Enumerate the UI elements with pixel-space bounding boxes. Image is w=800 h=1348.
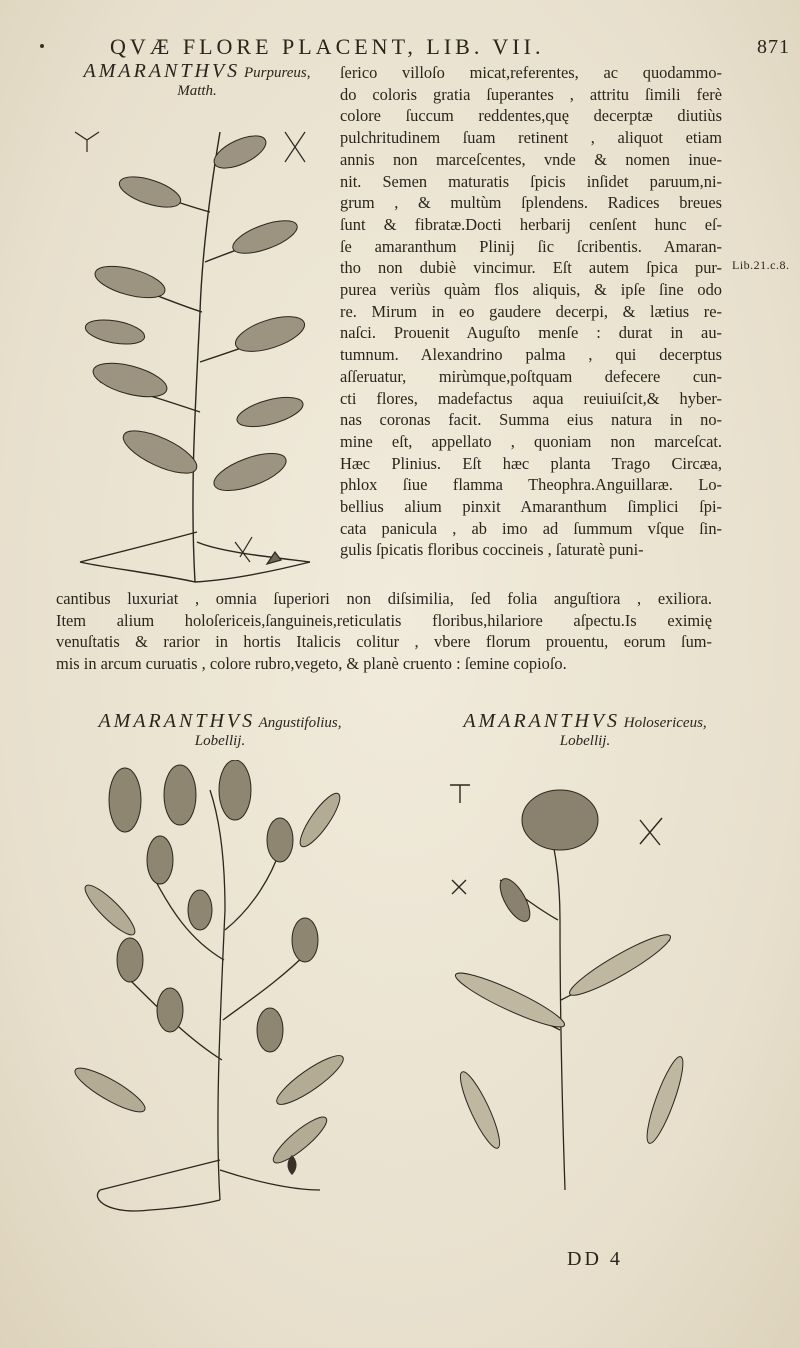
caption-purpureus-sub: Purpureus, Matth. <box>177 65 311 99</box>
text-line: naſci. Prouenit Auguſto menſe : durat in au- <box>340 323 722 343</box>
caption-angustifolius-name: AMARANTHVS <box>98 710 256 732</box>
text-line: ſerico villoſo micat,referentes, ac quodammo- <box>340 63 722 82</box>
text-line: mis in arcum curuatis , colore rubro,vegeto, & planè cruento : ſemine copioſo. <box>56 654 567 674</box>
text-line: grum , & multùm ſplendens. Radices breues <box>340 193 722 213</box>
text-line: cantibus luxuriat , omnia ſuperiori non diſsimilia, ſed folia anguſtiora , exiliora. <box>56 589 712 608</box>
caption-holosericeus <box>440 712 730 750</box>
text-line: bellius alium pinxit Amaranthum ſimplici ſpi- <box>340 497 722 517</box>
amaranthus-purpureus-illustration <box>60 112 330 592</box>
page-dot <box>40 44 44 48</box>
text-line: Item alium holoſericeis,ſanguineis,reticulatis floribus,hilariore aſpectu.Is eximię <box>56 610 712 630</box>
text-line: pulchritudinem ſuam retinent , aliquot etiam <box>340 128 722 148</box>
caption-purpureus <box>72 62 322 100</box>
text-line: tho non dubiè vincimur. Eſt autem ſpica pur- <box>340 258 722 278</box>
text-line: purea veriùs quàm flos aliquis, & ipſe ſine odo <box>340 280 722 300</box>
text-line: ſe amaranthum Plinij ſic ſcribentis. Amaran- <box>340 236 722 256</box>
text-line: nit. Semen maturatis ſpicis inſidet paruum,ni- <box>340 171 722 191</box>
text-line: phlox ſiue flamma Theophra.Anguillaræ. Lo- <box>340 475 722 495</box>
text-line: annis non marceſcentes, vnde & nomen inue- <box>340 149 722 169</box>
text-line: tumnum. Alexandrino palma , qui decerptus <box>340 345 722 365</box>
text-line: colore ſuccum reddentes,quę decerptæ diutiùs <box>340 106 722 126</box>
text-line: re. Mirum in eo gaudere decerpi, & lætius re- <box>340 301 722 321</box>
text-line: gulis ſpicatis floribus coccineis , ſaturatè puni- <box>340 540 644 560</box>
amaranthus-angustifolius-illustration <box>70 760 350 1220</box>
text-line: cata panicula , ab imo ad ſummum vſque ſin- <box>340 518 722 538</box>
caption-angustifolius <box>80 712 360 750</box>
text-line: Hæc Plinius. Eſt hæc planta Trago Circæa, <box>340 453 722 473</box>
amaranthus-holosericeus-illustration <box>440 770 720 1200</box>
caption-holosericeus-sub: Holosericeus, Lobellij. <box>559 715 707 749</box>
body-text-full <box>56 588 712 675</box>
signature-mark: DD 4 <box>567 1248 623 1270</box>
text-line: venuſtatis & rarior in hortis Italicis colitur , vbere florum prouentu, eorum ſum- <box>56 632 712 652</box>
caption-purpureus-name: AMARANTHVS <box>83 60 241 82</box>
body-text-narrow <box>340 62 722 561</box>
caption-holosericeus-name: AMARANTHVS <box>463 710 620 732</box>
text-line: nas coronas facit. Summa eius natura in no- <box>340 410 722 430</box>
text-line: cti flores, madefactus aqua reuiuiſcit,& hyber- <box>340 388 722 408</box>
text-line: aſſeruatur, mirùmque,poſtquam defecere cun- <box>340 366 722 386</box>
page-number: 871 <box>757 36 790 58</box>
text-line: ſunt & fibratæ.Docti herbarij cenſent hunc eſ- <box>340 214 722 234</box>
text-line: mine eſt, appellato , quoniam non marceſcat. <box>340 431 722 451</box>
running-title: QVÆ FLORE PLACENT, LIB. VII. <box>110 34 545 59</box>
caption-angustifolius-sub: Angustifolius, Lobellij. <box>194 715 342 749</box>
marginal-reference: Lib.21.c.8. <box>732 258 790 272</box>
text-line: do coloris gratia ſuperantes , attritu ſimili ferè <box>340 84 722 104</box>
